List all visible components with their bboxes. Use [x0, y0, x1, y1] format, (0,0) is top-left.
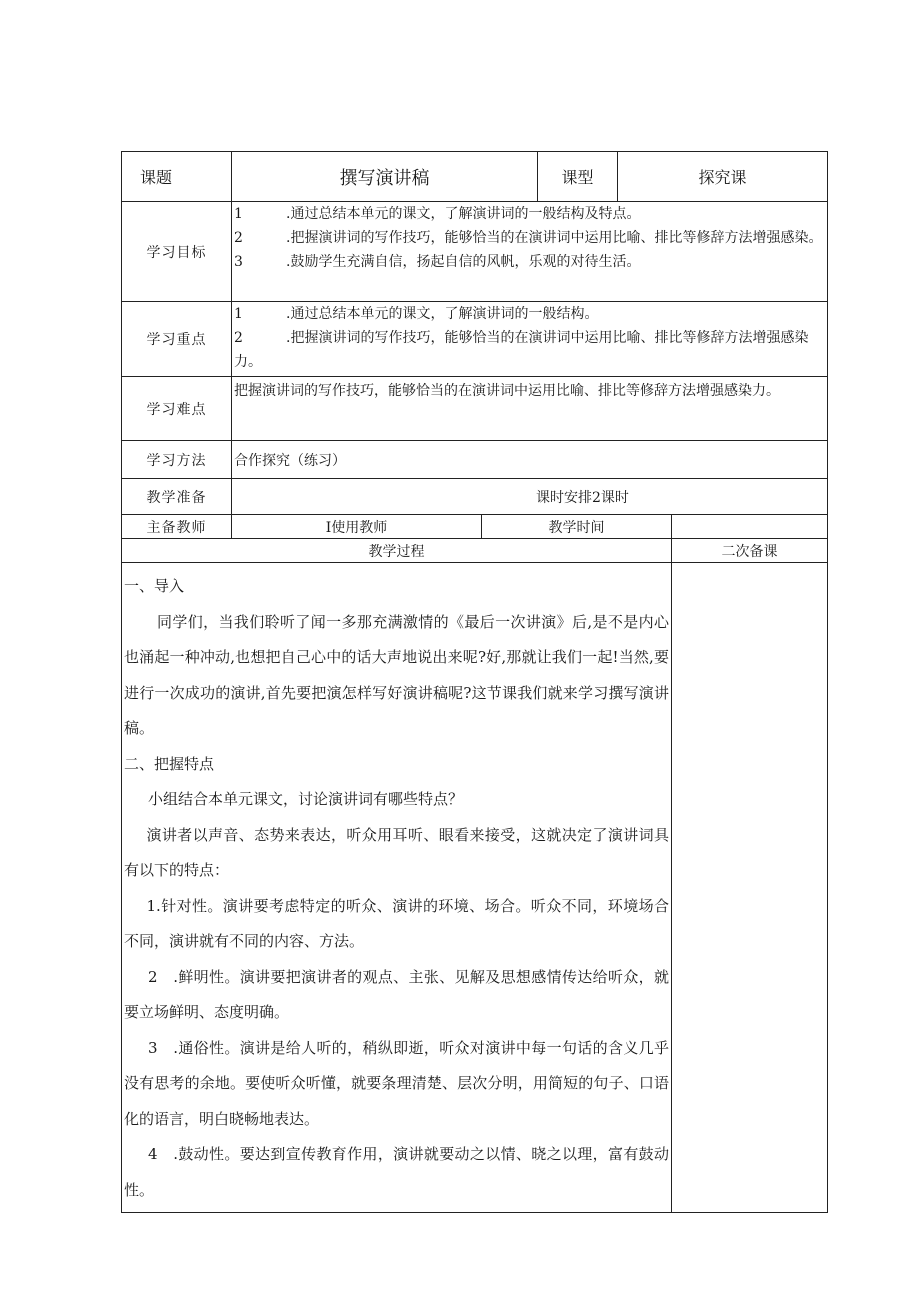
- difficulty-text: 把握演讲词的写作技巧，能够恰当的在演讲词中运用比喻、排比等修辞方法增强感染力。: [232, 377, 828, 441]
- process-paragraph: 演讲者以声音、态势来表达，听众用耳听、眼看来接受，这就决定了演讲词具有以下的特点：: [124, 825, 670, 879]
- method-label: 学习方法: [122, 441, 232, 479]
- process-paragraph: 4 .鼓动性。要达到宣传教育作用，演讲就要动之以情、晓之以理，富有鼓动性。: [124, 1145, 670, 1199]
- objective-item: 1 .通过总结本单元的课文，了解演讲词的一般结构及特点。: [234, 206, 641, 222]
- topic-label: 课题: [122, 152, 232, 202]
- process-row: [122, 563, 828, 1213]
- header-row: [122, 152, 828, 202]
- objectives-label: 学习目标: [122, 202, 232, 302]
- type-value: 探究课: [618, 152, 828, 202]
- objective-item: 3 .鼓励学生充满自信，扬起自信的风帆，乐观的对待生活。: [234, 254, 641, 270]
- teaching-time-label: 教学时间: [482, 515, 672, 539]
- teaching-time-value: [672, 515, 828, 539]
- process-paragraph: 同学们，当我们聆听了闻一多那充满激情的《最后一次讲演》后,是不是内心也涌起一种冲动,也想把自己心中的话大声地说出来呢?好,那就让我们一起!当然,要进行一次成功的演讲,首先要把演怎样写好演讲稿呢?这节课我们就来学习撰写演讲稿。: [124, 612, 670, 737]
- type-label: 课型: [538, 152, 618, 202]
- objectives-row: [122, 202, 828, 302]
- user-teacher-label: I使用教师: [232, 515, 482, 539]
- teachers-label: 主备教师: [122, 515, 232, 539]
- topic-value: 撰写演讲稿: [232, 152, 538, 202]
- secondary-prep-content: [672, 563, 828, 1213]
- difficulty-label: 学习难点: [122, 377, 232, 441]
- process-paragraph: 3 .通俗性。演讲是给人听的，稍纵即逝，听众对演讲中每一句话的含义几乎没有思考的余地。要使听众听懂，就要条理清楚、层次分明，用简短的句子、口语化的语言，明白晓畅地表达。: [124, 1038, 670, 1128]
- process-header-row: [122, 539, 828, 563]
- method-row: [122, 441, 828, 479]
- process-content: [122, 563, 672, 1213]
- key-points-list: [232, 302, 828, 377]
- section-heading: 二、把握特点: [124, 754, 215, 773]
- secondary-prep-label: 二次备课: [672, 539, 828, 563]
- preparation-row: [122, 479, 828, 515]
- process-paragraph: 2 .鲜明性。演讲要把演讲者的观点、主张、见解及思想感情传达给听众，就要立场鲜明、态度明确。: [124, 967, 670, 1021]
- key-points-row: [122, 302, 828, 377]
- key-point-item: 1 .通过总结本单元的课文，了解演讲词的一般结构。: [234, 306, 599, 322]
- process-paragraph: 小组结合本单元课文，讨论演讲词有哪些特点？: [148, 790, 464, 808]
- method-text: 合作探究（练习）: [232, 441, 828, 479]
- lesson-plan-table: [121, 151, 828, 1213]
- difficulty-row: [122, 377, 828, 441]
- objectives-list: [232, 202, 828, 302]
- teachers-row: [122, 515, 828, 539]
- objective-item: 2 .把握演讲词的写作技巧，能够恰当的在演讲词中运用比喻、排比等修辞方法增强感染。: [234, 230, 823, 246]
- process-label: 教学过程: [122, 539, 672, 563]
- process-paragraph: 1.针对性。演讲要考虑特定的听众、演讲的环境、场合。听众不同，环境场合不同，演讲就有不同的内容、方法。: [124, 896, 670, 950]
- key-point-item: 2 .把握演讲词的写作技巧，能够恰当的在演讲词中运用比喻、排比等修辞方法增强感染力。: [234, 330, 809, 370]
- preparation-text: 课时安排2课时: [232, 479, 828, 515]
- key-points-label: 学习重点: [122, 302, 232, 377]
- section-heading: 一、导入: [124, 577, 185, 595]
- preparation-label: 教学准备: [122, 479, 232, 515]
